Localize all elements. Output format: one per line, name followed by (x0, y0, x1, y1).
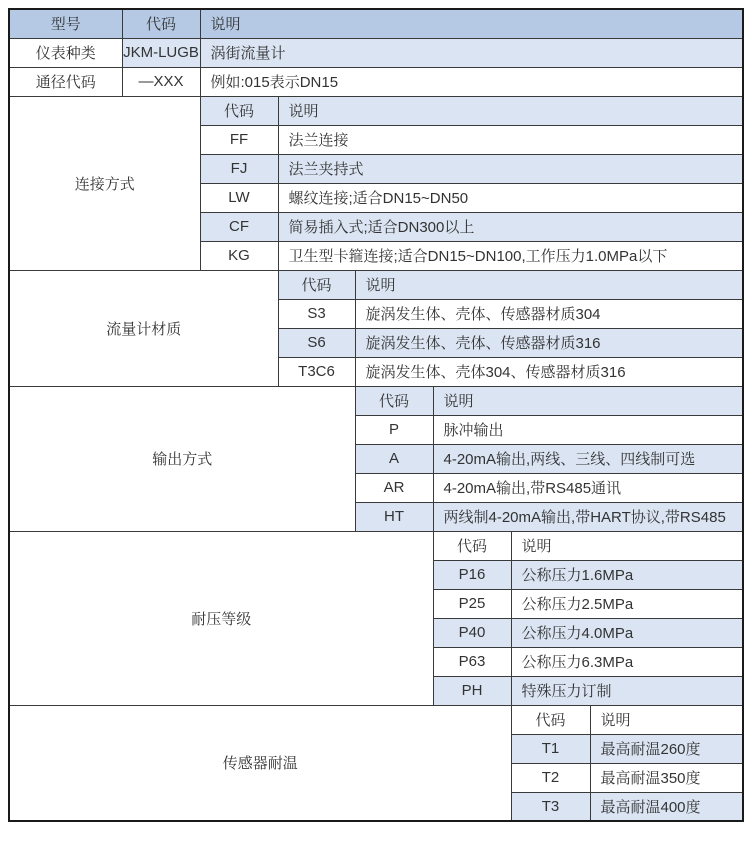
instrument-type-label-cell: 仪表种类 (9, 38, 122, 67)
instrument-type-desc-cell: 涡街流量计 (200, 38, 743, 67)
desc-cell: 螺纹连接;适合DN15~DN50 (278, 183, 743, 212)
code-cell: P63 (433, 647, 511, 676)
section-output-desc-header-cell: 说明 (433, 386, 743, 415)
diameter-code-code-cell: —XXX (122, 67, 200, 96)
section-material-label-cell: 流量计材质 (9, 270, 278, 386)
code-cell: LW (200, 183, 278, 212)
table-row (9, 67, 743, 96)
code-cell: A (355, 444, 433, 473)
table-row (9, 38, 743, 67)
code-cell: S6 (278, 328, 355, 357)
code-cell: PH (433, 676, 511, 705)
diameter-code-desc-cell: 例如:015表示DN15 (200, 67, 743, 96)
section-pressure-label-cell: 耐压等级 (9, 531, 433, 705)
desc-cell: 公称压力6.3MPa (511, 647, 743, 676)
header-code-cell: 代码 (122, 9, 200, 38)
section-temperature-desc-header-cell: 说明 (590, 705, 743, 734)
section-temperature-code-header-cell: 代码 (511, 705, 590, 734)
section-pressure-desc-header-cell: 说明 (511, 531, 743, 560)
desc-cell: 最高耐温350度 (590, 763, 743, 792)
code-cell: P (355, 415, 433, 444)
code-cell: FJ (200, 154, 278, 183)
diameter-code-label-cell: 通径代码 (9, 67, 122, 96)
instrument-type-code-cell: JKM-LUGB (122, 38, 200, 67)
header-desc-cell: 说明 (200, 9, 743, 38)
code-cell: T3C6 (278, 357, 355, 386)
code-cell: P40 (433, 618, 511, 647)
desc-cell: 最高耐温260度 (590, 734, 743, 763)
table-row (9, 96, 743, 125)
desc-cell: 旋涡发生体、壳体、传感器材质304 (355, 299, 743, 328)
code-cell: T3 (511, 792, 590, 821)
table-row (9, 531, 743, 560)
header-model-cell: 型号 (9, 9, 122, 38)
desc-cell: 4-20mA输出,带RS485通讯 (433, 473, 743, 502)
desc-cell: 公称压力2.5MPa (511, 589, 743, 618)
code-cell: KG (200, 241, 278, 270)
desc-cell: 公称压力1.6MPa (511, 560, 743, 589)
code-cell: CF (200, 212, 278, 241)
desc-cell: 法兰夹持式 (278, 154, 743, 183)
desc-cell: 公称压力4.0MPa (511, 618, 743, 647)
desc-cell: 4-20mA输出,两线、三线、四线制可选 (433, 444, 743, 473)
desc-cell: 最高耐温400度 (590, 792, 743, 821)
section-connection-desc-header-cell: 说明 (278, 96, 743, 125)
section-material-code-header-cell: 代码 (278, 270, 355, 299)
code-cell: FF (200, 125, 278, 154)
desc-cell: 简易插入式;适合DN300以上 (278, 212, 743, 241)
section-output-label-cell: 输出方式 (9, 386, 355, 531)
section-pressure-code-header-cell: 代码 (433, 531, 511, 560)
desc-cell: 两线制4-20mA输出,带HART协议,带RS485 (433, 502, 743, 531)
desc-cell: 脉冲输出 (433, 415, 743, 444)
desc-cell: 卫生型卡箍连接;适合DN15~DN100,工作压力1.0MPa以下 (278, 241, 743, 270)
section-temperature-label-cell: 传感器耐温 (9, 705, 511, 821)
table-header-row (9, 9, 743, 38)
code-cell: T2 (511, 763, 590, 792)
spec-table (8, 8, 744, 822)
section-material-desc-header-cell: 说明 (355, 270, 743, 299)
desc-cell: 特殊压力订制 (511, 676, 743, 705)
table-row (9, 270, 743, 299)
table-row (9, 705, 743, 734)
code-cell: AR (355, 473, 433, 502)
desc-cell: 旋涡发生体、壳体、传感器材质316 (355, 328, 743, 357)
section-connection-code-header-cell: 代码 (200, 96, 278, 125)
section-output-code-header-cell: 代码 (355, 386, 433, 415)
code-cell: P16 (433, 560, 511, 589)
table-row (9, 386, 743, 415)
code-cell: HT (355, 502, 433, 531)
section-connection-label-cell: 连接方式 (9, 96, 200, 270)
desc-cell: 法兰连接 (278, 125, 743, 154)
code-cell: P25 (433, 589, 511, 618)
code-cell: S3 (278, 299, 355, 328)
code-cell: T1 (511, 734, 590, 763)
desc-cell: 旋涡发生体、壳体304、传感器材质316 (355, 357, 743, 386)
